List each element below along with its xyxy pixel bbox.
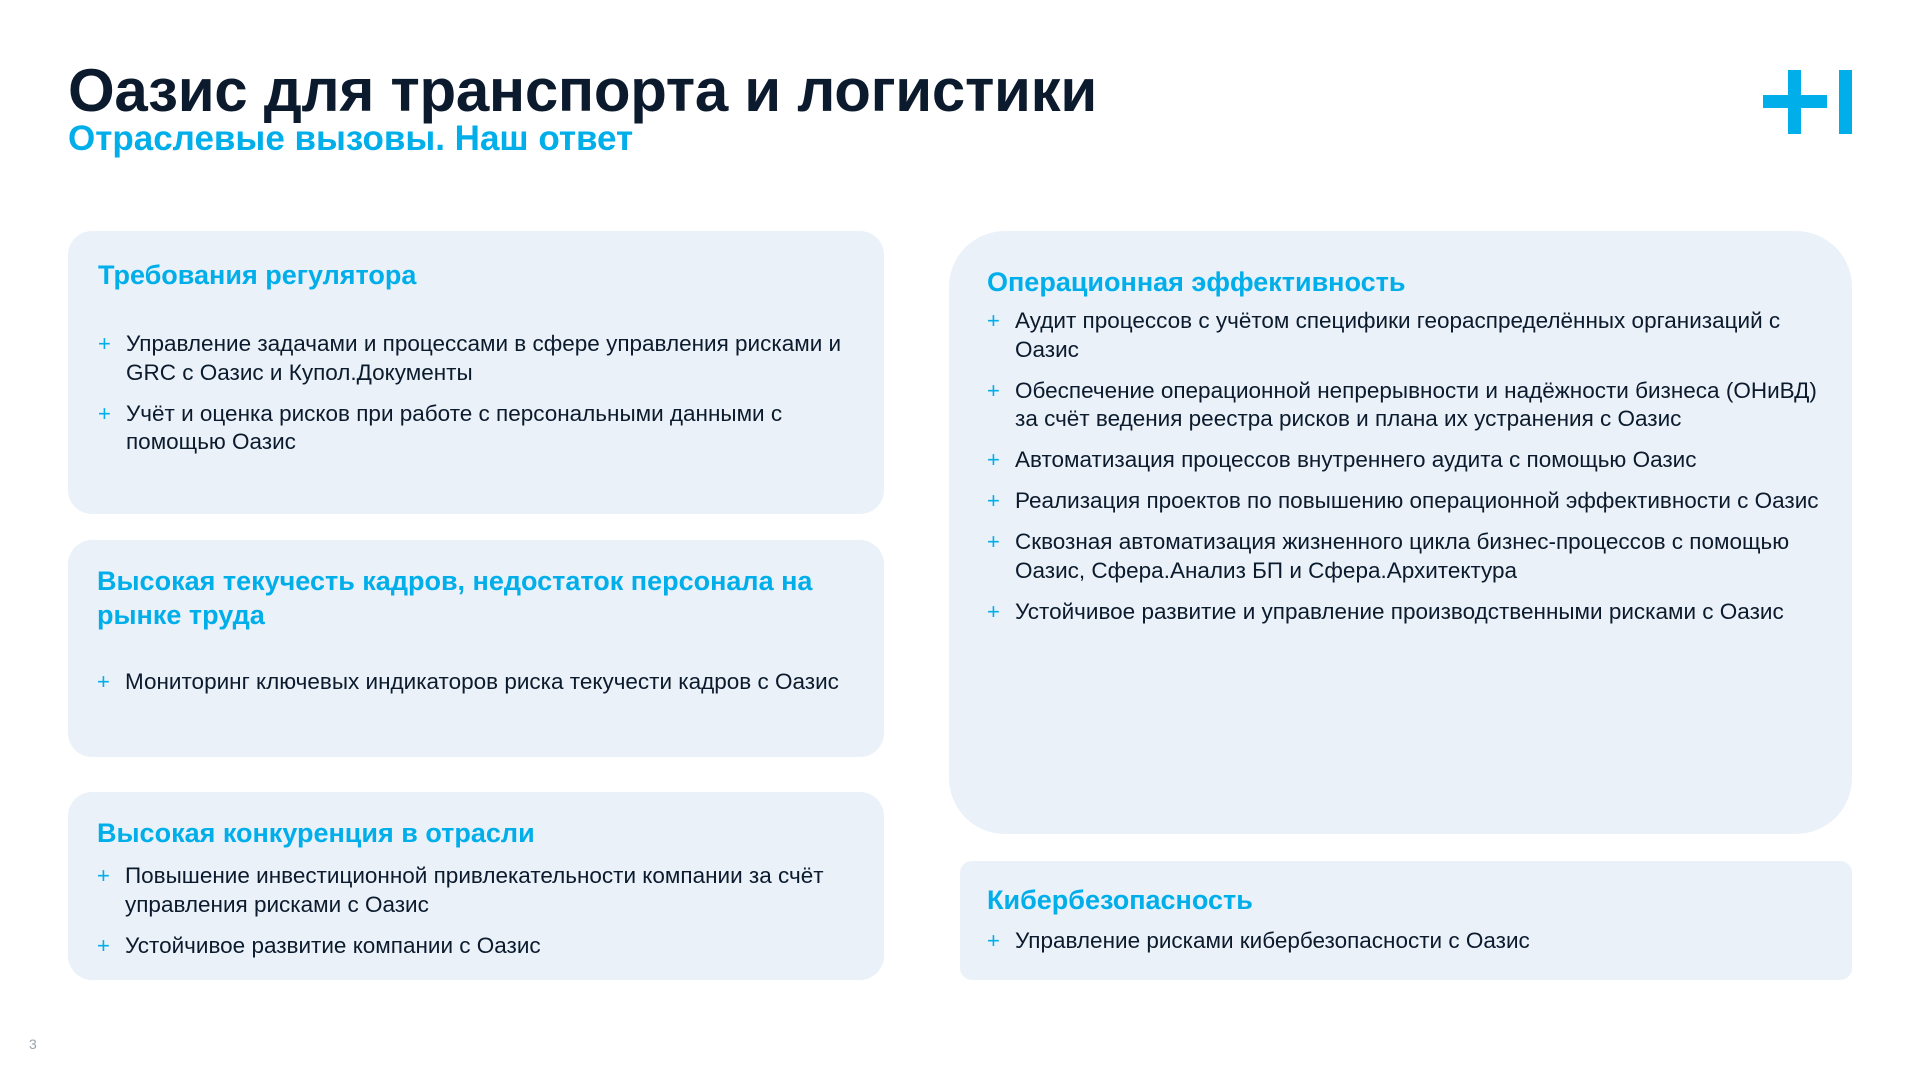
page-number: 3 [29,1036,37,1052]
bullet-list [987,307,1824,626]
brand-logo [1763,70,1853,134]
plus-icon: + [987,928,1000,953]
list-item-text: Повышение инвестиционной привлекательности компании за счёт управления рисками с Оазис [125,863,824,917]
card-heading: Операционная эффективность [987,267,1406,297]
bullet-list [97,668,856,697]
list-item [97,932,856,961]
list-item-text: Управление рисками кибербезопасности с Оазис [1015,928,1530,953]
list-item-text: Аудит процессов с учётом специфики георaспределённых организаций с Оазис [1015,308,1781,362]
plus-icon: + [97,863,110,888]
list-item-text: Устойчивое развитие компании с Оазис [125,932,541,958]
list-item-text: Устойчивое развитие и управление производственными рисками с Оазис [1015,598,1784,624]
card-heading: Требования регулятора [98,260,417,290]
list-item [987,446,1824,475]
list-item [987,598,1824,627]
list-item [987,307,1824,364]
card-cybersecurity [960,861,1852,980]
plus-icon: + [98,331,111,356]
list-item [97,862,856,919]
card-heading: Высокая конкуренция в отрасли [97,818,535,848]
plus-icon: + [97,669,110,694]
list-item [987,377,1824,434]
list-item [987,927,1824,956]
list-item [97,668,856,697]
plus-icon: + [987,377,1000,403]
bullet-list [98,330,856,457]
plus-icon: + [987,529,1000,554]
bullet-list [987,927,1824,956]
plus-icon: + [987,308,1000,333]
page-subtitle: Отраслевые вызовы. Наш ответ [68,119,634,158]
logo-plus-vertical [1788,70,1801,134]
card-operational-efficiency [949,231,1852,834]
list-item-text: Мониторинг ключевых индикаторов риска текучести кадров с Оазис [125,669,839,694]
list-item-text: Обеспечение операционной непрерывности и надёжности бизнеса (ОНиВД) за счёт ведения реестра рисков и плана их устранения с Оазис [1015,377,1817,431]
card-regulator-requirements [68,231,884,514]
card-staff-turnover [68,540,884,757]
list-item-text: Реализация проектов по повышению операционной эффективности с Оазис [1015,488,1819,513]
card-competition [68,792,884,980]
list-item-text: Учёт и оценка рисков при работе с персональными данными с помощью Оазис [126,400,783,454]
plus-icon: + [987,488,1000,513]
card-heading: Кибербезопасность [987,885,1253,915]
list-item [987,487,1824,516]
card-heading: Высокая текучесть кадров, недостаток персонала на рынке труда [97,566,813,630]
list-item [98,330,856,387]
plus-icon: + [97,932,110,958]
list-item-text: Автоматизация процессов внутреннего аудита с помощью Оазис [1015,447,1697,472]
list-item [98,400,856,457]
list-item [987,528,1824,585]
plus-icon: + [987,447,1000,472]
logo-bar [1839,70,1852,134]
plus-icon: + [987,598,1000,624]
list-item-text: Сквозная автоматизация жизненного цикла бизнес-процессов с помощью Оазис, Сфера.Анализ БП и Сфера.Архитектура [1015,529,1790,583]
plus-icon: + [98,400,111,426]
list-item-text: Управление задачами и процессами в сфере управления рисками и GRC с Оазис и Купол.Документы [126,331,842,385]
page-title: Оазис для транспорта и логистики [68,57,1097,124]
bullet-list [97,862,856,960]
